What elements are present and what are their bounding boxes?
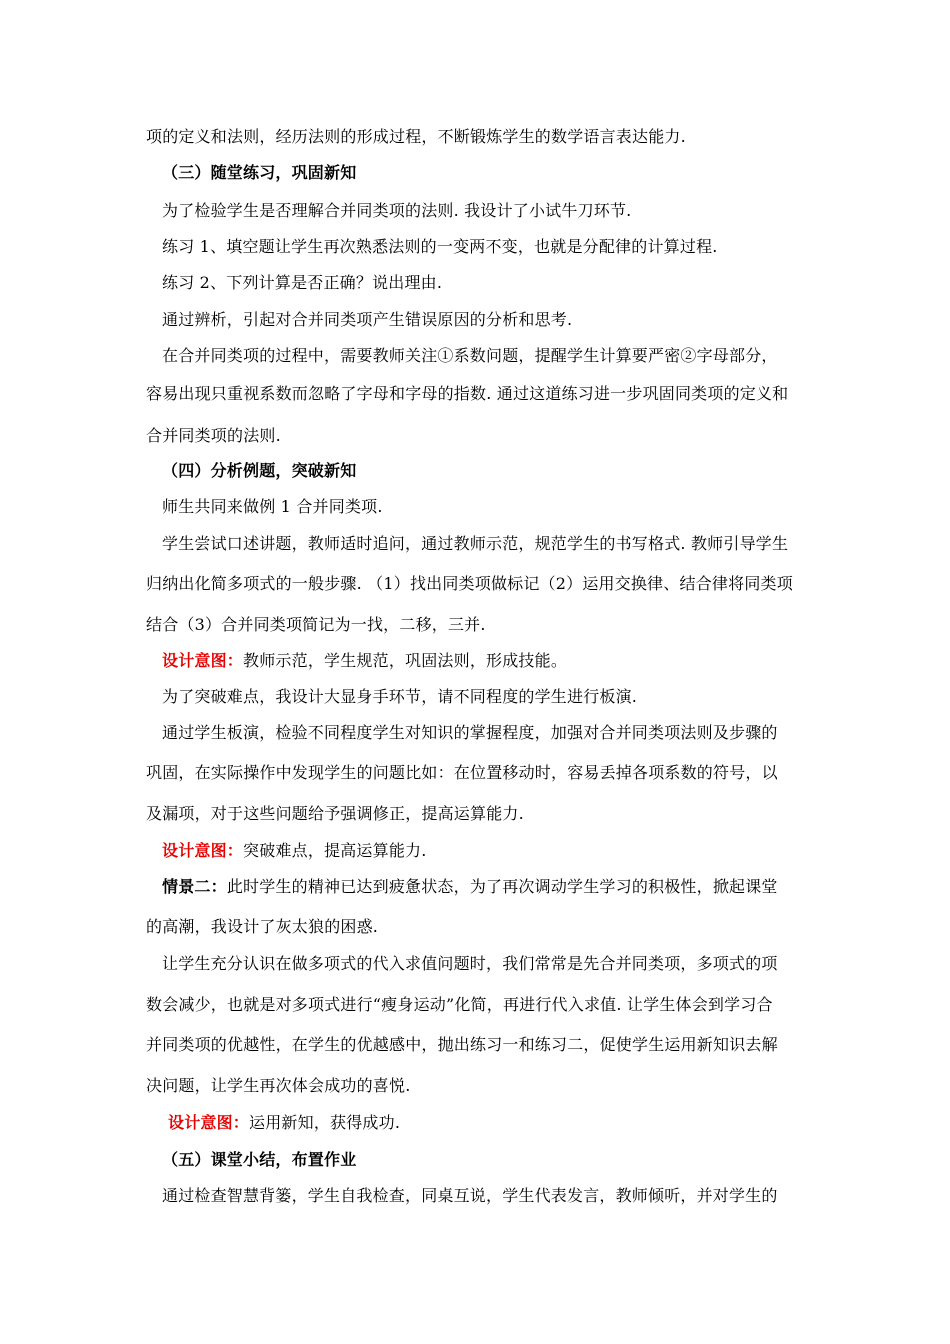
section-heading-5: （五）课堂小结，布置作业 [162, 1150, 357, 1169]
section-heading-4: （四）分析例题，突破新知 [162, 461, 357, 480]
paragraph-line: 容易出现只重视系数而忽略了字母和字母的指数. 通过这道练习进一步巩固同类项的定义和 [146, 384, 789, 403]
design-intent-label: 设计意图： [162, 651, 244, 670]
scene-two-line [162, 877, 778, 897]
design-intent-line [168, 1113, 400, 1133]
paragraph-line: 的高潮，我设计了灰太狼的困惑. [146, 917, 379, 936]
scene-two-text: 此时学生的精神已达到疲惫状态，为了再次调动学生学习的积极性，掀起课堂 [226, 877, 778, 896]
design-intent-label: 设计意图： [162, 841, 244, 860]
paragraph-line: 决问题，让学生再次体会成功的喜悦. [146, 1076, 411, 1095]
paragraph-line: 通过学生板演，检验不同程度学生对知识的掌握程度，加强对合并同类项法则及步骤的 [162, 723, 778, 742]
design-intent-text: 运用新知，获得成功. [249, 1113, 401, 1132]
paragraph-line: 并同类项的优越性，在学生的优越感中，抛出练习一和练习二，促使学生运用新知识去解 [146, 1035, 778, 1054]
scene-two-label: 情景二： [162, 877, 227, 896]
design-intent-text: 教师示范，学生规范，巩固法则，形成技能。 [243, 651, 568, 670]
design-intent-label: 设计意图： [168, 1113, 250, 1132]
paragraph-line: 数会减少，也就是对多项式进行“瘦身运动”化简，再进行代入求值. 让学生体会到学习合 [146, 995, 773, 1014]
paragraph-line: 学生尝试口述讲题，教师适时追问，通过教师示范，规范学生的书写格式. 教师引导学生 [162, 534, 789, 553]
paragraph-line: 合并同类项的法则. [146, 426, 281, 445]
paragraph-line: 练习 2、下列计算是否正确？说出理由. [162, 273, 443, 292]
paragraph-line: 师生共同来做例 1 合并同类项. [162, 497, 383, 516]
paragraph-line: 及漏项，对于这些问题给予强调修正，提高运算能力. [146, 804, 524, 823]
paragraph-line: 项的定义和法则，经历法则的形成过程，不断锻炼学生的数学语言表达能力. [146, 127, 686, 146]
design-intent-text: 突破难点，提高运算能力. [243, 841, 427, 860]
paragraph-line: 为了检验学生是否理解合并同类项的法则. 我设计了小试牛刀环节. [162, 201, 632, 220]
section-heading-3: （三）随堂练习，巩固新知 [162, 163, 357, 182]
paragraph-line: 通过辨析，引起对合并同类项产生错误原因的分析和思考. [162, 310, 573, 329]
design-intent-line [162, 651, 567, 671]
paragraph-line: 巩固，在实际操作中发现学生的问题比如：在位置移动时，容易丢掉各项系数的符号，以 [146, 763, 778, 782]
paragraph-line: 为了突破难点，我设计大显身手环节，请不同程度的学生进行板演. [162, 687, 638, 706]
paragraph-line: 练习 1、填空题让学生再次熟悉法则的一变两不变，也就是分配律的计算过程. [162, 237, 718, 256]
paragraph-line: 让学生充分认识在做多项式的代入求值问题时，我们常常是先合并同类项，多项式的项 [162, 954, 778, 973]
paragraph-line: 通过检查智慧背篓，学生自我检查，同桌互说，学生代表发言，教师倾听，并对学生的 [162, 1186, 778, 1205]
design-intent-line [162, 841, 427, 861]
paragraph-line: 在合并同类项的过程中，需要教师关注①系数问题，提醒学生计算要严密②字母部分， [162, 346, 778, 365]
paragraph-line: 结合（3）合并同类项简记为一找，二移，三并. [146, 615, 486, 634]
paragraph-line: 归纳出化简多项式的一般步骤. （1）找出同类项做标记（2）运用交换律、结合律将同类项 [146, 574, 793, 593]
